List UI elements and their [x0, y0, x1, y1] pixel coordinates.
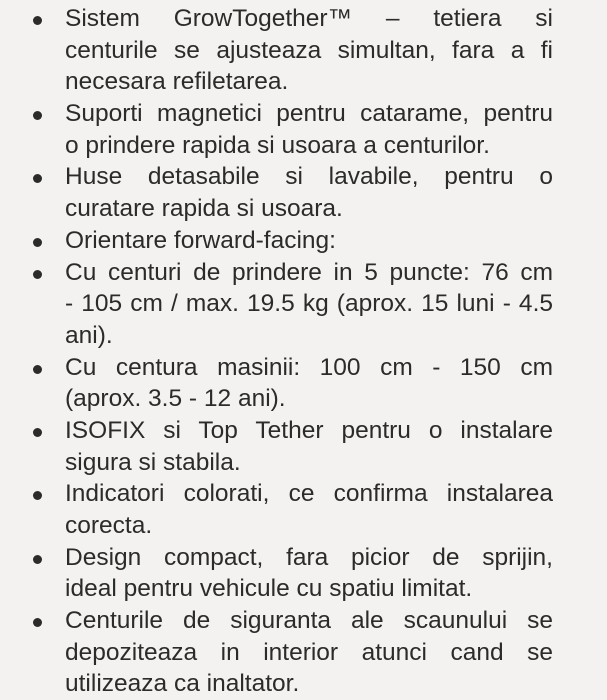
list-item-text-line: Cu centuri de prindere in 5 puncte: 76 cm — [65, 258, 553, 286]
bullet-icon — [33, 428, 42, 437]
list-item-text-line: Centurile de siguranta ale scaunului se — [65, 607, 553, 635]
list-item-text-line: ani). — [65, 321, 113, 349]
list-item-text-line: Indicatori colorati, ce confirma instalarea — [65, 480, 553, 508]
list-item-text-line: utilizeaza ca inaltator. — [65, 670, 300, 698]
bullet-icon — [33, 111, 42, 120]
list-item-text-line: ideal pentru vehicule cu spatiu limitat. — [65, 575, 473, 603]
list-item-text-line: Orientare forward-facing: — [65, 226, 336, 254]
bullet-icon — [33, 174, 42, 183]
list-item — [0, 605, 553, 700]
list-item-text-line: sigura si stabila. — [65, 448, 241, 476]
bullet-icon — [33, 270, 42, 279]
list-item-text-line: Sistem GrowTogether™ – tetiera si — [65, 5, 553, 32]
bullet-icon — [33, 365, 42, 374]
list-item-text-line: curatare rapida si usoara. — [65, 195, 343, 223]
list-item — [0, 257, 553, 352]
list-item — [0, 478, 553, 541]
bullet-icon — [33, 16, 42, 25]
list-item-text-line: (aprox. 3.5 - 12 ani). — [65, 385, 286, 413]
list-item-text-line: corecta. — [65, 512, 153, 539]
list-item — [0, 98, 553, 161]
bullet-icon — [33, 618, 42, 627]
list-item-text-line: Huse detasabile si lavabile, pentru o — [65, 163, 553, 191]
list-item-text-line: ISOFIX si Top Tether pentru o instalare — [65, 416, 553, 444]
list-item — [0, 352, 553, 415]
list-item-text-line: centurile se ajusteaza simultan, fara a fi — [65, 36, 553, 64]
list-item — [0, 415, 553, 478]
list-item-text-line: Cu centura masinii: 100 cm - 150 cm — [65, 353, 553, 381]
bullet-icon — [33, 555, 42, 564]
list-item — [0, 225, 553, 257]
list-item-text-line: Design compact, fara picior de sprijin, — [65, 543, 553, 571]
list-item-text-line: necesara refiletarea. — [65, 68, 289, 96]
bullet-icon — [33, 238, 42, 247]
list-item-text-line: Suporti magnetici pentru catarame, pentru — [65, 100, 553, 128]
bullet-icon — [33, 491, 42, 500]
list-item — [0, 3, 553, 98]
list-item — [0, 161, 553, 224]
list-item-text-line: - 105 cm / max. 19.5 kg (aprox. 15 luni - 4.5 — [65, 290, 553, 318]
list-item-text-line: o prindere rapida si usoara a centurilor. — [65, 131, 490, 159]
list-item-text-line: depoziteaza in interior atunci cand se — [65, 638, 553, 666]
list-item — [0, 542, 553, 605]
